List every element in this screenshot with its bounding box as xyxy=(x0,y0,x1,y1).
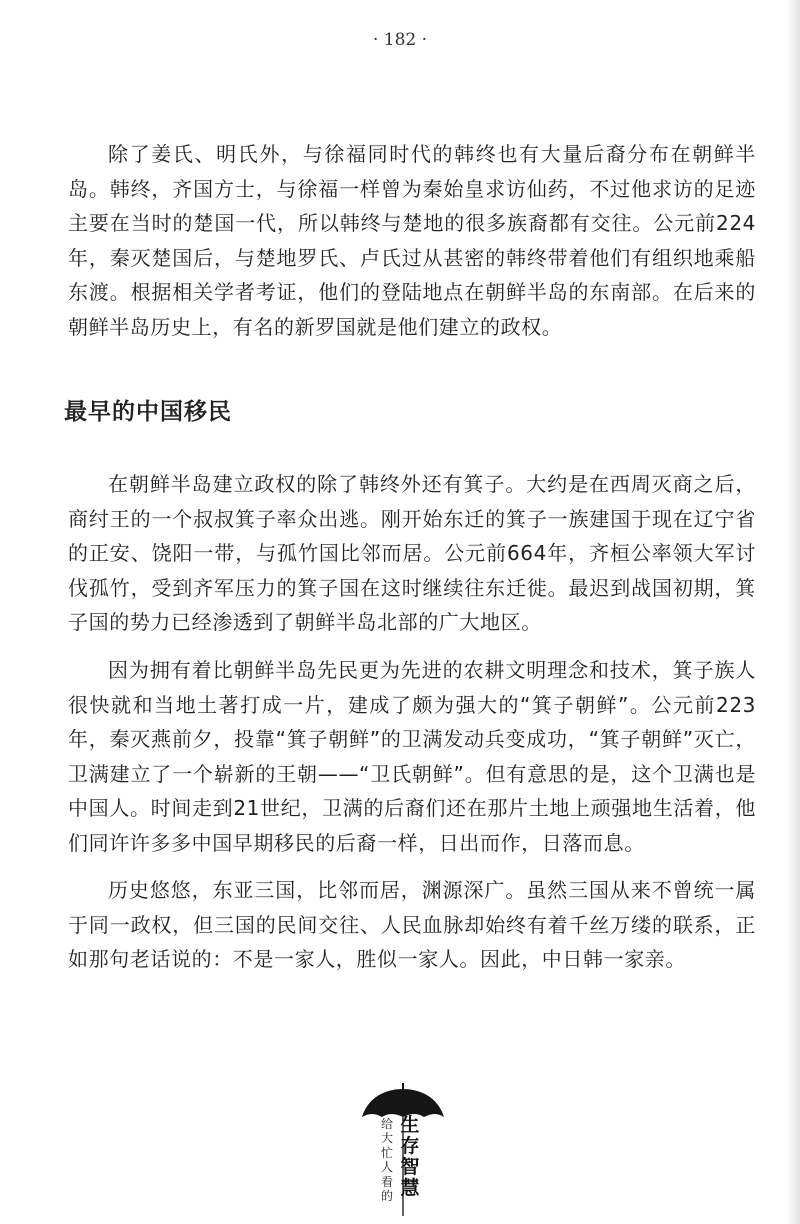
paragraph-3: 因为拥有着比朝鲜半岛先民更为先进的农耕文明理念和技术，箕子族人很快就和当地土著打成一片，建成了颇为强大的“箕子朝鲜”。公元前223年，秦灭燕前夕，投靠“箕子朝鲜”的卫满发动兵变成功，“箕子朝鲜”灭亡，卫满建立了一个崭新的王朝——“卫氏朝鲜”。但有意思的是，这个卫满也是中国人。时间走到21世纪，卫满的后裔们还在那片土地上顽强地生活着，他们同许许多多中国早期移民的后裔一样，日出而作，日落而息。 xyxy=(68,658,756,855)
book-series-logo xyxy=(362,1083,472,1218)
section-heading: 最早的中国移民 xyxy=(64,399,232,425)
page-edge-shadow xyxy=(786,0,800,1224)
paragraph-2: 在朝鲜半岛建立政权的除了韩终外还有箕子。大约是在西周灭商之后，商纣王的一个叔叔箕子率众出逃。刚开始东迁的箕子一族建国于现在辽宁省的正安、饶阳一带，与孤竹国比邻而居。公元前664年，齐桓公率领大军讨伐孤竹，受到齐军压力的箕子国在这时继续往东迁徙。最迟到战国初期，箕子国的势力已经渗透到了朝鲜半岛北部的广大地区。 xyxy=(68,472,756,635)
paragraph-4: 历史悠悠，东亚三国，比邻而居，渊源深广。虽然三国从来不曾统一属于同一政权，但三国的民间交往、人民血脉却始终有着千丝万缕的联系，正如那句老话说的：不是一家人，胜似一家人。因此，中日韩一家亲。 xyxy=(68,878,756,972)
logo-title: 生存智慧 xyxy=(400,1114,420,1199)
page-number: · 182 · xyxy=(372,30,428,50)
paragraph-1: 除了姜氏、明氏外，与徐福同时代的韩终也有大量后裔分布在朝鲜半岛。韩终，齐国方士，与徐福一样曾为秦始皇求访仙药，不过他求访的足迹主要在当时的楚国一代，所以韩终与楚地的很多族裔都有交往。公元前224年，秦灭楚国后，与楚地罗氏、卢氏过从甚密的韩终带着他们有组织地乘船东渡。根据相关学者考证，他们的登陆地点在朝鲜半岛的东南部。在后来的朝鲜半岛历史上，有名的新罗国就是他们建立的政权。 xyxy=(68,142,756,339)
logo-subtitle: 给大忙人看的 xyxy=(380,1117,393,1204)
